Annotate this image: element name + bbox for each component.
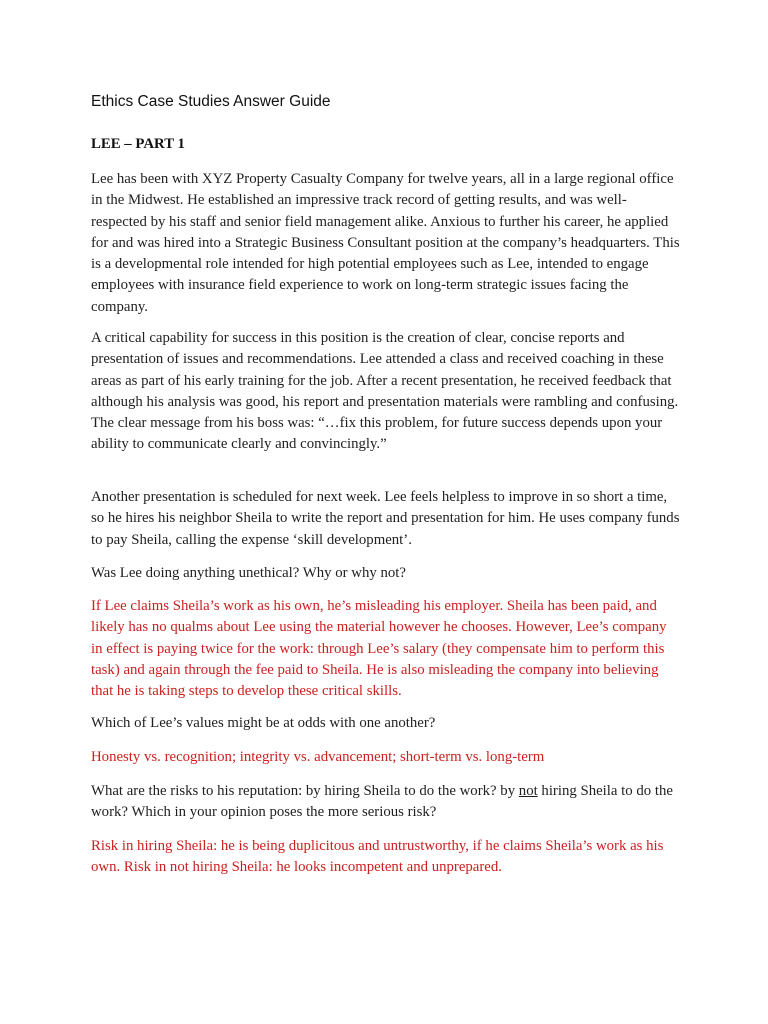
case-paragraph-3: Another presentation is scheduled for next week. Lee feels helpless to improve in so short a time, so he hires his neighbor Sheila to write the report and presentation for him. He uses company funds to pay Sheila, calling the expense ‘skill development’.	[91, 489, 680, 548]
answer-1: If Lee claims Sheila’s work as his own, he’s misleading his employer. Sheila has been paid, and likely has no qualms about Lee using the material however he chooses. However, Lee’s company in effect is paying twice for the work: through Lee’s salary (they compensate him to perform this task) and again through the fee paid to Sheila. He is also misleading the company into believing that he is taking steps to develop these critical skills.	[91, 598, 667, 700]
answer-3: Risk in hiring Sheila: he is being duplicitous and untrustworthy, if he claims Sheila’s work as his own. Risk in not hiring Sheila: he looks incompetent and unprepared.	[91, 838, 664, 876]
case-paragraph-2: A critical capability for success in this position is the creation of clear, concise reports and presentation of issues and recommendations. Lee attended a class and received coaching in these areas as part of his early training for the job. After a recent presentation, he received feedback that although his analysis was good, his report and presentation materials were rambling and confusing. The clear message from his boss was: “…fix this problem, for future success depends upon your ability to communicate clearly and convincingly.”	[91, 330, 679, 453]
question-3-underlined-word: not	[518, 783, 538, 799]
section-heading: LEE – PART 1	[91, 136, 185, 152]
question-1: Was Lee doing anything unethical? Why or why not?	[91, 565, 406, 581]
question-2: Which of Lee’s values might be at odds with one another?	[91, 715, 436, 731]
question-3-text-end: hiring Sheila to do the work? Which in your opinion poses the more serious risk?	[91, 783, 673, 821]
question-3	[91, 781, 681, 824]
document-title: Ethics Case Studies Answer Guide	[91, 93, 331, 110]
question-3-text-start: What are the risks to his reputation: by hiring Sheila to do the work? by	[91, 783, 519, 799]
case-paragraph-1: Lee has been with XYZ Property Casualty Company for twelve years, all in a large regional office in the Midwest. He established an impressive track record of getting results, and was well-respected by his staff and senior field management alike. Anxious to further his career, he applied for and was hired into a Strategic Business Consultant position at the company’s headquarters. This is a developmental role intended for high potential employees such as Lee, intended to engage employees with insurance field experience to work on long-term strategic issues facing the company.	[91, 171, 680, 315]
answer-2: Honesty vs. recognition; integrity vs. advancement; short-term vs. long-term	[91, 749, 545, 765]
